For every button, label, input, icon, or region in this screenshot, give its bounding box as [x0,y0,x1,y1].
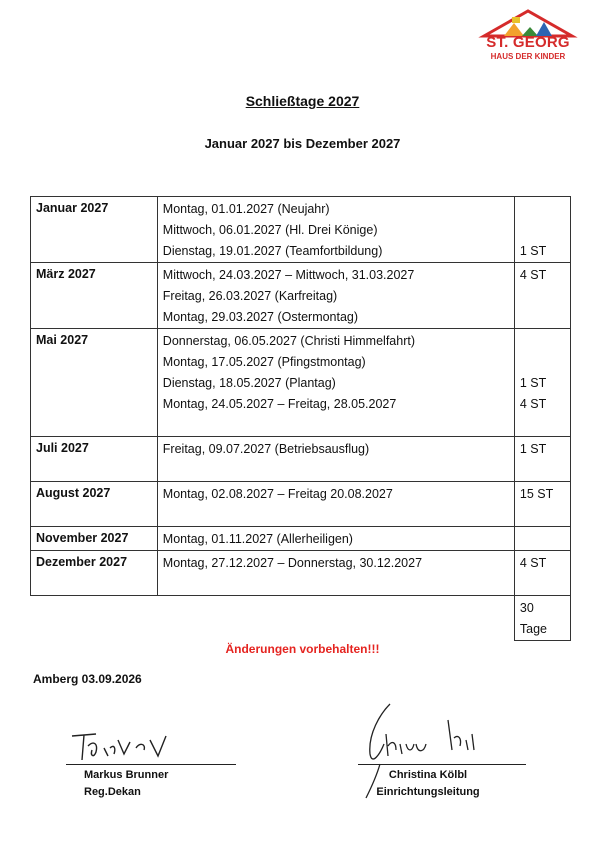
dates-cell [157,482,514,527]
date-entry: Montag, 24.05.2027 – Freitag, 28.05.2027 [162,397,397,411]
count-cell [514,197,570,263]
count-entry [520,220,570,241]
dates-cell [157,551,514,596]
date-entry: Montag, 01.11.2027 (Allerheiligen) [162,532,353,546]
count-entry [520,352,570,373]
count-entry [520,574,570,595]
count-entry [520,331,570,352]
page-title: Schließtage 2027 [245,93,360,109]
signer-right-name: Christina Kölbl [388,769,468,781]
table-row [31,263,571,329]
signature-line-left [66,764,236,765]
dates-cell [157,263,514,329]
total-cell [514,596,570,641]
signer-right-role: Einrichtungsleitung [376,786,480,798]
place-date: Amberg 03.09.2026 [33,672,142,686]
date-entry: Montag, 02.08.2027 – Freitag 20.08.2027 [162,487,393,501]
page-subtitle: Januar 2027 bis Dezember 2027 [204,136,401,151]
date-entry [163,415,514,436]
count-cell [514,551,570,596]
count-entry [520,415,570,436]
date-entry: Dienstag, 19.01.2027 (Teamfortbildung) [162,244,383,258]
date-entry: Montag, 27.12.2027 – Donnerstag, 30.12.2027 [162,556,423,570]
table-row [31,437,571,482]
date-entry [163,505,514,526]
date-entry: Montag, 29.03.2027 (Ostermontag) [162,310,359,324]
count-entry: 4 ST [519,268,547,282]
signer-left-name: Markus Brunner [84,769,169,781]
table-row [31,482,571,527]
dates-cell [157,437,514,482]
signature-line-right [358,764,526,765]
date-entry: Montag, 01.01.2027 (Neujahr) [162,202,330,216]
count-cell [514,263,570,329]
date-entry [163,460,514,481]
logo-subtitle: HAUS DER KINDER [490,52,566,61]
count-entry [520,286,570,307]
changes-reserved-note: Änderungen vorbehalten!!! [225,642,380,656]
dates-cell [157,197,514,263]
month-cell: Dezember 2027 [31,551,158,596]
count-cell [514,527,570,551]
signature-block-right [373,767,483,801]
logo [478,8,578,72]
signature-block-left [84,767,168,801]
signer-left-role: Reg.Dekan [84,786,141,798]
count-entry: 15 ST [519,487,554,501]
count-entry [520,505,570,526]
count-cell [514,437,570,482]
table-row [31,329,571,437]
dates-cell [157,527,514,551]
date-entry [163,574,514,595]
date-entry: Montag, 17.05.2027 (Pfingstmontag) [162,355,366,369]
count-cell [514,329,570,437]
count-entry: 1 ST [519,442,547,456]
month-cell: Januar 2027 [31,197,158,263]
table-row [31,527,571,551]
table-row [31,551,571,596]
count-entry: 1 ST [519,376,547,390]
date-entry: Mittwoch, 24.03.2027 – Mittwoch, 31.03.2027 [162,268,415,282]
count-entry: 1 ST [519,244,547,258]
total-row [31,596,571,641]
count-entry [520,307,570,328]
count-entry [520,529,570,550]
month-cell: August 2027 [31,482,158,527]
date-entry: Dienstag, 18.05.2027 (Plantag) [162,376,336,390]
count-entry [520,199,570,220]
count-entry: 4 ST [519,397,547,411]
month-cell: März 2027 [31,263,158,329]
count-entry: 4 ST [519,556,547,570]
total-unit: Tage [519,622,547,636]
table-row [31,197,571,263]
count-cell [514,482,570,527]
date-entry: Mittwoch, 06.01.2027 (Hl. Drei Könige) [162,223,378,237]
date-entry: Freitag, 26.03.2027 (Karfreitag) [162,289,338,303]
date-entry: Donnerstag, 06.05.2027 (Christi Himmelfahrt) [162,334,415,348]
month-cell: Juli 2027 [31,437,158,482]
month-cell: November 2027 [31,527,158,551]
date-entry: Freitag, 09.07.2027 (Betriebsausflug) [162,442,370,456]
month-cell: Mai 2027 [31,329,158,437]
logo-name: ST. GEORG [486,34,570,51]
count-entry [520,460,570,481]
dates-cell [157,329,514,437]
signature-left [66,726,196,768]
closing-days-table [30,196,571,641]
total-value: 30 [519,601,534,615]
